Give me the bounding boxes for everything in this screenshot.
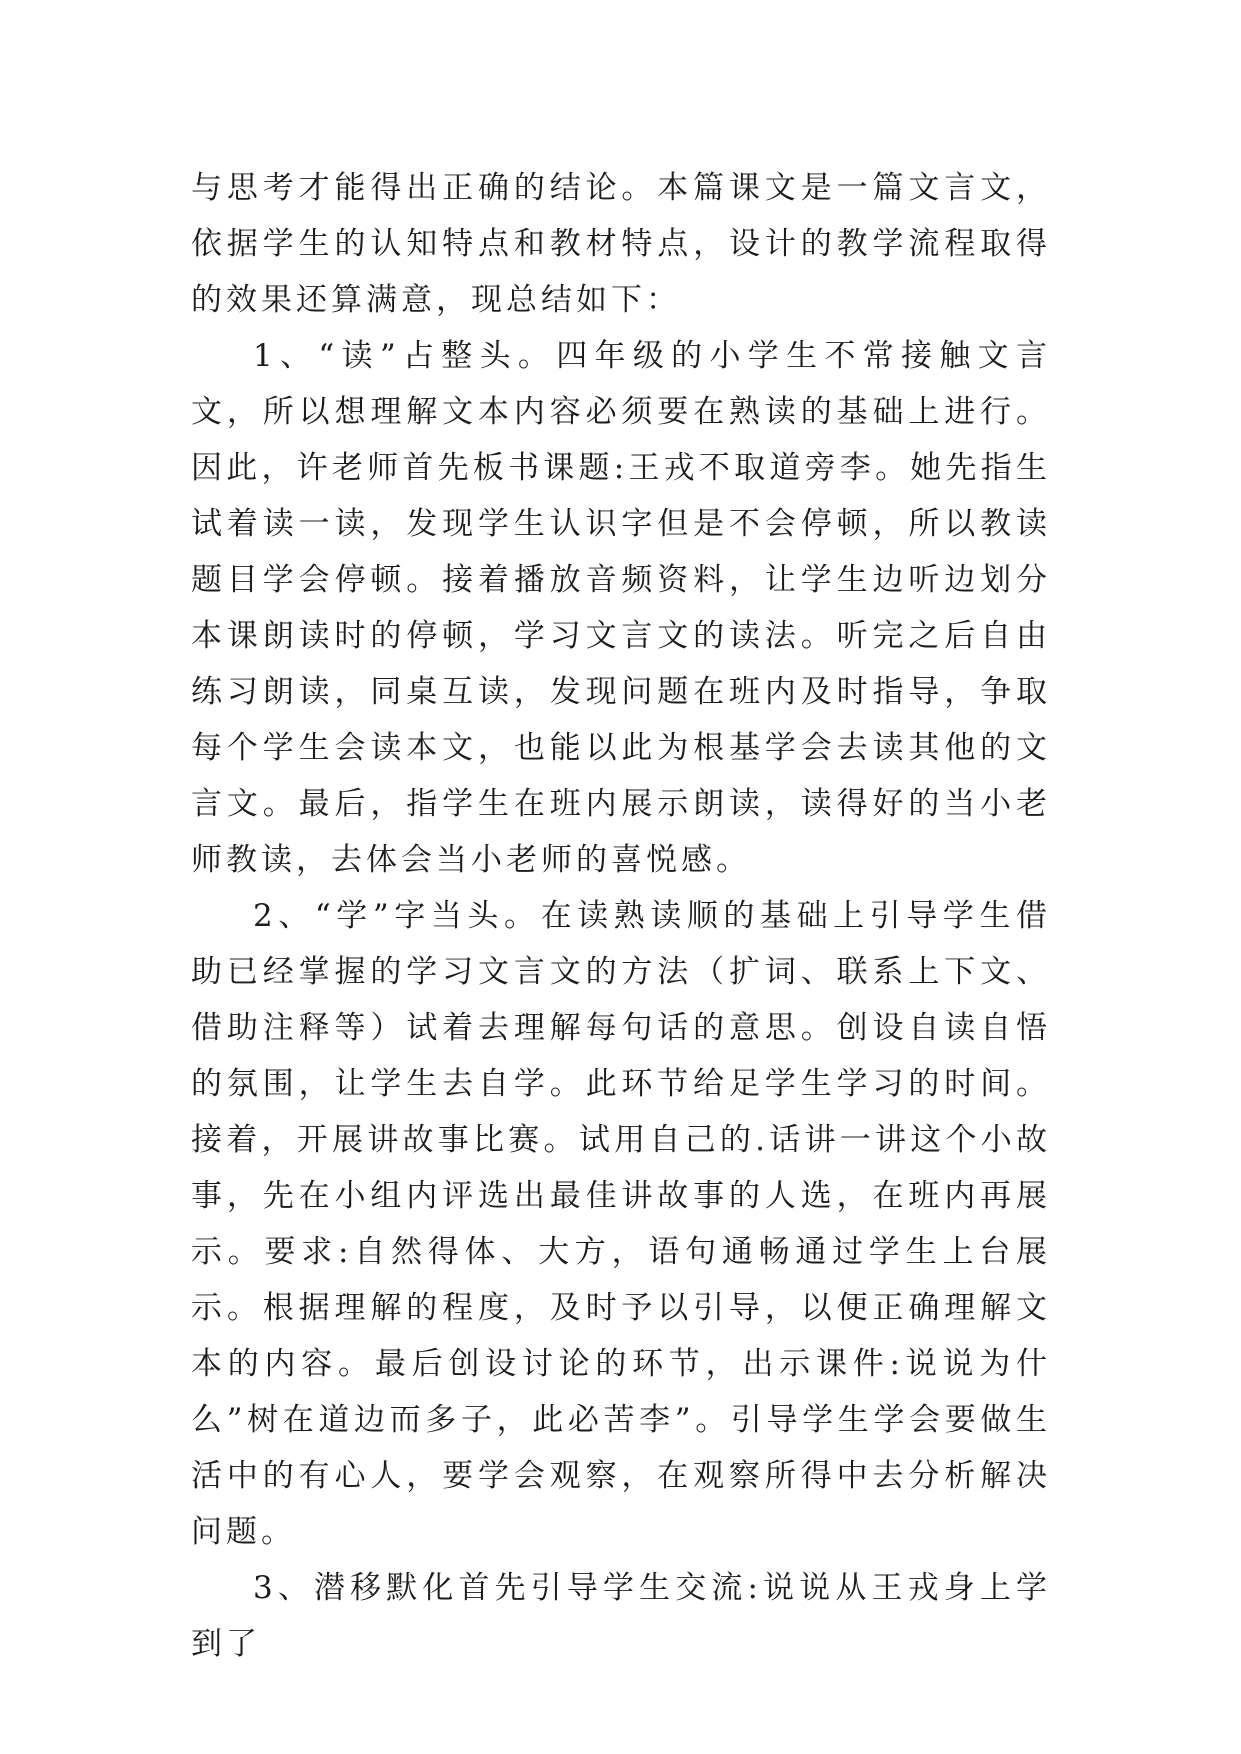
paragraph-point-3-influence: 3、潜移默化首先引导学生交流:说说从王戎身上学到了 [191, 1570, 1051, 1662]
paragraph-point-2-learning: 2、“学”字当头。在读熟读顺的基础上引导学生借助已经掌握的学习文言文的方法（扩词、联系上下文、借助注释等）试着去理解每句话的意思。创设自读自悟的氛围，让学生去自学。此环节给足学生学习的时间。接着，开展讲故事比赛。试用自己的.话讲一讲这个小故事，先在小组内评选出最佳讲故事的人选，在班内再展示。要求:自然得体、大方，语句通畅通过学生上台展示。根据理解的程度，及时予以引导，以便正确理解文本的内容。最后创设讨论的环节，出示课件:说说为什么”树在道边而多子，此必苦李”。引导学生学会要做生活中的有心人，要学会观察，在观察所得中去分析解决问题。 [191, 898, 1051, 1550]
paragraph-continuation: 与思考才能得出正确的结论。本篇课文是一篇文言文，依据学生的认知特点和教材特点，设计的教学流程取得的效果还算满意，现总结如下： [191, 170, 1051, 318]
paragraph-point-1-reading: 1、“读”占整头。四年级的小学生不常接触文言文，所以想理解文本内容必须要在熟读的基础上进行。因此，许老师首先板书课题:王戎不取道旁李。她先指生试着读一读，发现学生认识字但是不会停顿，所以教读题目学会停顿。接着播放音频资料，让学生边听边划分本课朗读时的停顿，学习文言文的读法。听完之后自由练习朗读，同桌互读，发现问题在班内及时指导，争取每个学生会读本文，也能以此为根基学会去读其他的文言文。最后，指学生在班内展示朗读，读得好的当小老师教读，去体会当小老师的喜悦感。 [191, 338, 1051, 878]
document-body [191, 160, 1051, 1672]
